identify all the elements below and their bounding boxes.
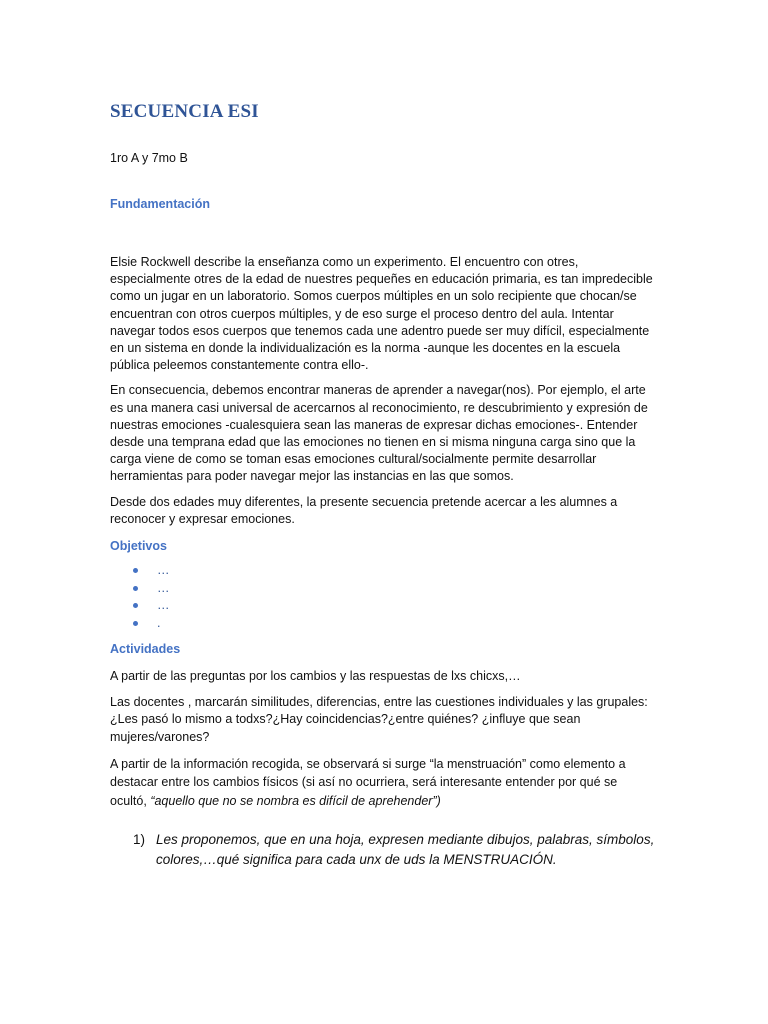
heading-objetivos: Objetivos <box>110 539 167 554</box>
actividades-paragraph-2: Las docentes , marcarán similitudes, diferencias, entre las cuestiones individuales y las grupales:¿Les pasó lo mismo a todxs?¿Hay coincidencias?¿entre quiénes? ¿influye que sean mujeres/varones? <box>110 695 648 744</box>
heading-fundamentacion: Fundamentación <box>110 197 211 211</box>
numbered-item-text: Les proponemos, que en una hoja, expresen mediante dibujos, palabras, símbolos, colores,…qué significa para cada unx de uds la MENSTRUACIÓN. <box>156 832 655 867</box>
actividades-paragraph-3-quote: “aquello que no se nombra es difícil de aprehender”) <box>150 793 441 808</box>
bullet-icon <box>133 621 138 626</box>
objetivos-list-item <box>110 615 655 633</box>
objetivos-list-item <box>110 597 655 615</box>
objetivos-list <box>110 562 655 632</box>
objetivos-item-text: … <box>157 563 170 578</box>
objetivos-item-text: … <box>157 580 170 595</box>
fundamentacion-paragraph-1: Elsie Rockwell describe la enseñanza como un experimento. El encuentro con otres, especialmente otres de la edad de nuestres pequeñes en educación primaria, es tan impredecible como un jugar en un laboratorio. Somos cuerpos múltiples en un solo recipiente que chocan/se encuentran con otros cuerpos múltiples, y de eso surge el proceso dentro del aula. Intentar navegar todos esos cuerpos que tenemos cada une adentro puede ser muy difícil, especialmente en un sistema en donde la individualización es la norma -aunque les docentes en la escuela pública peleemos constantemente contra ello-. <box>110 255 653 373</box>
fundamentacion-paragraph-2: En consecuencia, debemos encontrar maneras de aprender a navegar(nos). Por ejemplo, el arte es una manera casi universal de acercarnos al reconocimiento, re descubrimiento y expresión de nuestras emociones -cualesquiera sean las maneras de expresar dichas emociones-. Entender desde una temprana edad que las emociones no tienen en si misma ninguna carga sino que la carga viene de como se toman esas emociones cultural/socialmente permite desarrollar herramientas para poder navegar mejor las instancias en las que somos. <box>110 383 648 484</box>
actividades-paragraph-3 <box>110 755 655 810</box>
document-body <box>110 99 655 869</box>
numbered-item-number: 1) <box>133 832 146 848</box>
objetivos-item-text: … <box>157 598 170 613</box>
actividades-paragraph-3-text: A partir de la información recogida, se observará si surge “la menstruación” como elemento a destacar entre los cambios físicos (si así no ocurriera, será interesante entender por qué se ocultó, <box>110 756 626 808</box>
document-subtitle: 1ro A y 7mo B <box>110 151 188 165</box>
bullet-icon <box>133 586 138 591</box>
bullet-icon <box>133 568 138 573</box>
numbered-list-item <box>110 830 655 869</box>
actividades-paragraph-1: A partir de las preguntas por los cambios y las respuestas de lxs chicxs,… <box>110 669 521 684</box>
fundamentacion-paragraph-3: Desde dos edades muy diferentes, la presente secuencia pretende acercar a les alumnes a reconocer y expresar emociones. <box>110 494 618 526</box>
objetivos-list-item <box>110 562 655 580</box>
heading-actividades: Actividades <box>110 642 181 657</box>
objetivos-item-text: . <box>157 615 161 630</box>
bullet-icon <box>133 603 138 608</box>
document-title: SECUENCIA ESI <box>110 101 259 122</box>
objetivos-list-item <box>110 580 655 598</box>
